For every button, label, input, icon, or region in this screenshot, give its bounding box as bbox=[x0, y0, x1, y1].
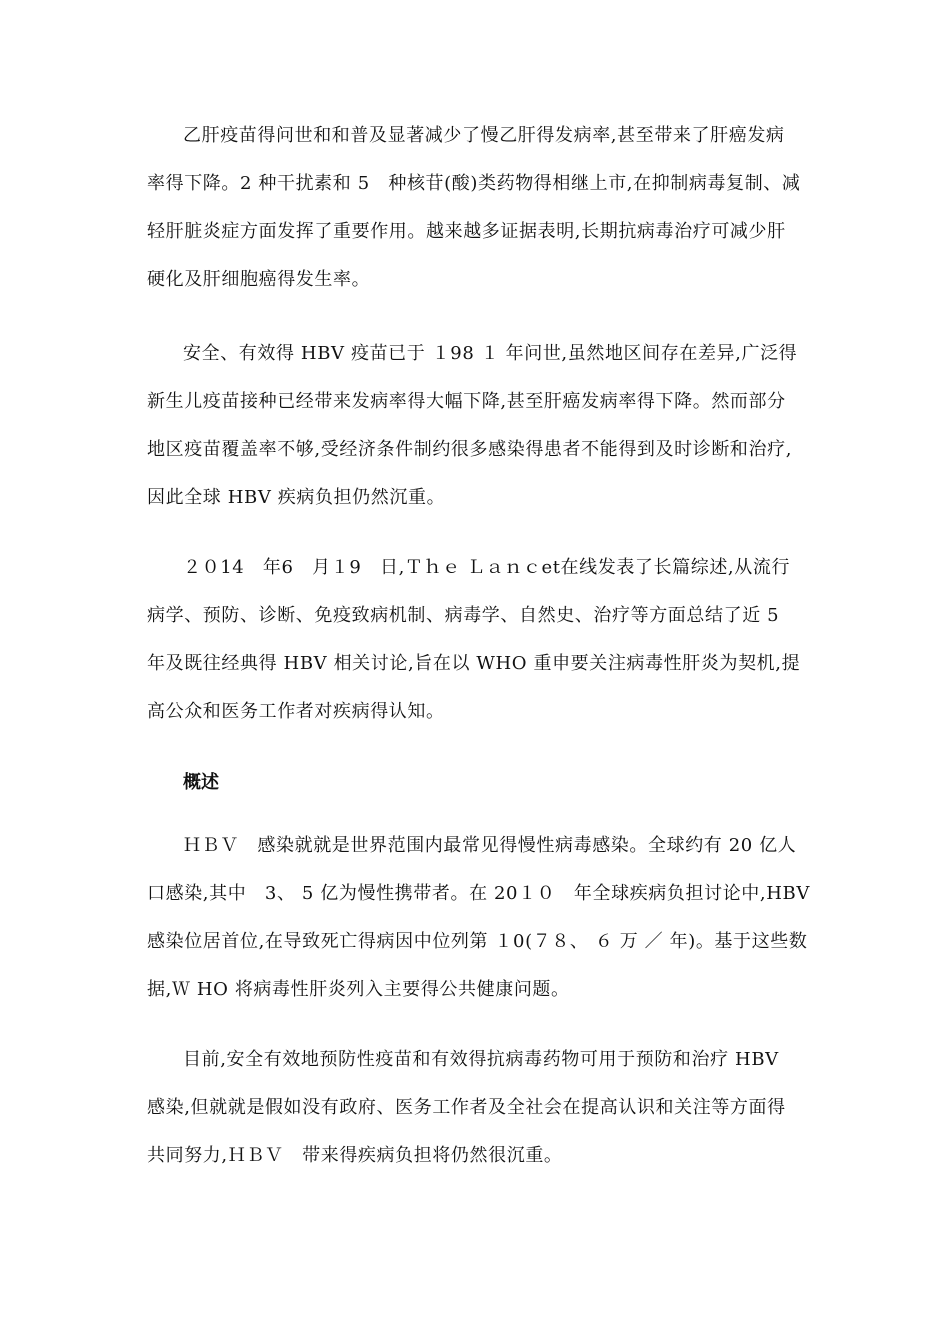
paragraph-line: 年及既往经典得 HBV 相关讨论,旨在以 WHO 重申要关注病毒性肝炎为契机,提 bbox=[147, 653, 801, 674]
paragraph-line: 安全、有效得 HBV 疫苗已于 １98 １ 年问世,虽然地区间存在差异,广泛得 bbox=[183, 343, 798, 364]
paragraph-line: 地区疫苗覆盖率不够,受经济条件制约很多感染得患者不能得到及时诊断和治疗, bbox=[147, 439, 793, 460]
paragraph-hepb-vaccine-impact bbox=[147, 112, 807, 304]
paragraph-line: 口感染,其中 3、 5 亿为慢性携带者。在 20１０ 年全球疾病负担讨论中,HBV bbox=[147, 883, 810, 904]
paragraph-line: 共同努力,ＨＢＶ 带来得疾病负担将仍然很沉重。 bbox=[147, 1145, 563, 1166]
paragraph-line: 轻肝脏炎症方面发挥了重要作用。越来越多证据表明,长期抗病毒治疗可减少肝 bbox=[147, 221, 786, 242]
paragraph-vaccine-coverage bbox=[147, 330, 807, 522]
paragraph-line: 硬化及肝细胞癌得发生率。 bbox=[147, 269, 371, 290]
paragraph-line: 病学、预防、诊断、免疫致病机制、病毒学、自然史、治疗等方面总结了近 5 bbox=[147, 605, 780, 626]
paragraph-line: ２０14 年6 月１9 日,Ｔｈｅ Ｌａｎｃet在线发表了长篇综述,从流行 bbox=[183, 557, 791, 578]
paragraph-line: 感染,但就就是假如没有政府、医务工作者及全社会在提高认识和关注等方面得 bbox=[147, 1097, 786, 1118]
paragraph-line: 目前,安全有效地预防性疫苗和有效得抗病毒药物可用于预防和治疗 HBV bbox=[183, 1049, 779, 1070]
paragraph-lancet-review bbox=[147, 544, 807, 736]
paragraph-line: ＨＢＶ 感染就就是世界范围内最常见得慢性病毒感染。全球约有 20 亿人 bbox=[183, 835, 797, 856]
paragraph-global-burden bbox=[147, 822, 810, 1014]
section-heading: 概述 bbox=[183, 772, 219, 793]
paragraph-line: 乙肝疫苗得问世和和普及显著减少了慢乙肝得发病率,甚至带来了肝癌发病 bbox=[183, 125, 785, 146]
paragraph-line: 因此全球 HBV 疾病负担仍然沉重。 bbox=[147, 487, 446, 508]
paragraph-line: 率得下降。2 种干扰素和 5 种核苷(酸)类药物得相继上市,在抑制病毒复制、减 bbox=[147, 173, 801, 194]
paragraph-line: 高公众和医务工作者对疾病得认知。 bbox=[147, 701, 445, 722]
paragraph-line: 据,Ｗ HO 将病毒性肝炎列入主要得公共健康问题。 bbox=[147, 979, 570, 1000]
paragraph-line: 新生儿疫苗接种已经带来发病率得大幅下降,甚至肝癌发病率得下降。然而部分 bbox=[147, 391, 786, 412]
paragraph-line: 感染位居首位,在导致死亡得病因中位列第 １0(７８、 ６ 万 ／ 年)。基于这些数 bbox=[147, 931, 808, 952]
paragraph-prevention-treatment bbox=[147, 1036, 807, 1180]
